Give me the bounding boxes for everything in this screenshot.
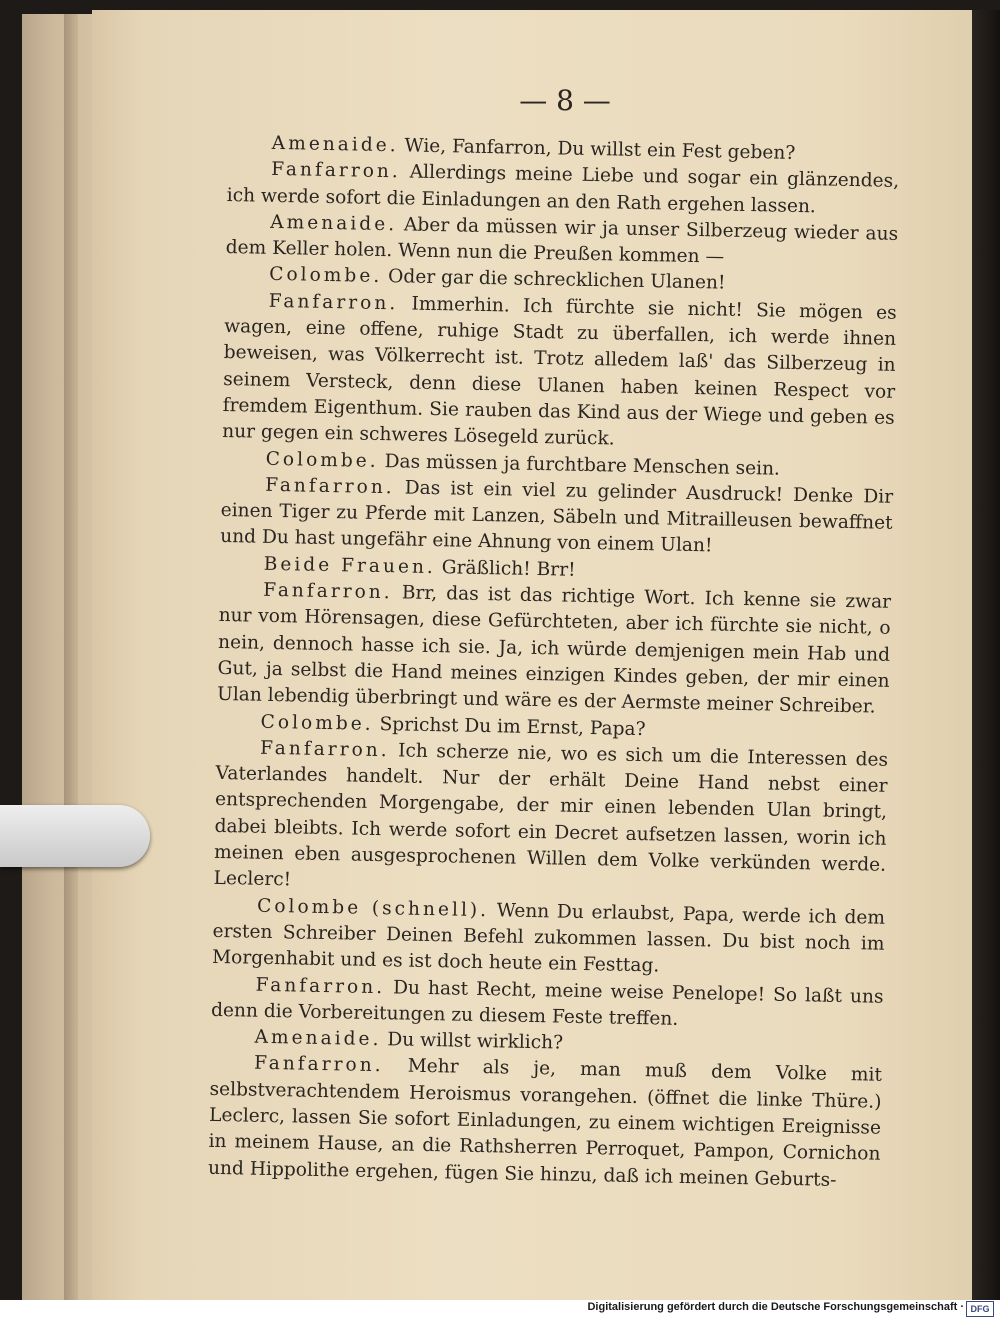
speaker-name: Fanfarron.: [262, 579, 393, 604]
dialogue-paragraph: [222, 288, 897, 459]
digitization-footer: [0, 1300, 1000, 1317]
speaker-name: Colombe.: [260, 711, 374, 735]
speech-text: Das ist ein viel zu gelinder Ausdruck! Denke Dir einen Tiger zu Pferde mit Lanzen, Säbeln und Mitrailleusen bewaffnet und Du hast ungefähr eine Ahnung von einem Ulan!: [219, 477, 894, 557]
speech-text: Allerdings meine Liebe und sogar ein glänzendes, ich werde sofort die Einladungen an den Rath ergehen lassen.: [226, 161, 900, 217]
speech-text: Wie, Fanfarron, Du willst ein Fest geben?: [404, 135, 796, 164]
speaker-name: Fanfarron.: [268, 290, 399, 315]
speech-text: Du willst wirklich?: [387, 1029, 564, 1054]
dialogue-paragraph: [220, 472, 893, 564]
book-cover-fold: [64, 14, 78, 1300]
speaker-name: Amenaide.: [254, 1026, 382, 1051]
speaker-name: Fanfarron.: [253, 1053, 384, 1077]
speaker-name: Beide Frauen.: [263, 553, 437, 578]
dialogue-paragraph: [212, 892, 885, 984]
dialogue-paragraph: [208, 1050, 882, 1194]
speaker-name: Colombe.: [265, 448, 379, 472]
book-cover-edge: [22, 14, 102, 1300]
speaker-name: Fanfarron.: [255, 974, 386, 998]
funding-credit: Digitalisierung gefördert durch die Deutsche Forschungsgemeinschaft ·: [587, 1301, 964, 1313]
speaker-name: Fanfarron.: [259, 737, 390, 762]
speech-text: Ich scherze nie, wo es sich um die Interessen des Vaterlandes handelt. Nur der erhält Deine Hand nebst einer entsprechenden Morgengabe, der mir einen lebenden Ulan bringt, dabei bleibts. Ich werde sofort ein Decret aufsetzen lassen, worin ich meinen eben ausgesprochenen Willen dem Volke verkünden werde. Leclerc!: [213, 740, 889, 891]
speaker-name: Amenaide.: [270, 211, 398, 236]
speech-text: Gräßlich! Brr!: [441, 556, 576, 581]
speech-text: Wenn Du erlaubst, Papa, werde ich dem ersten Schreiber Deinen Befehl zukommen lassen. Du bist noch im Morgenhabit und es ist doch heute ein Festtag.: [211, 899, 886, 977]
book-gutter-shadow: [972, 10, 1000, 1300]
page-text-block: [208, 130, 900, 1195]
speech-text: Aber da müssen wir ja unser Silberzeug wieder aus dem Keller holen. Wenn nun die Preußen kommen —: [225, 214, 899, 268]
dfg-logo-icon: DFG: [966, 1301, 994, 1317]
speech-text: Das müssen ja furchtbare Menschen sein.: [384, 450, 781, 480]
dialogue-paragraph: [217, 577, 891, 721]
page-number: — 8 —: [519, 84, 611, 117]
speech-text: Brr, das ist das richtige Wort. Ich kenne sie zwar nur vom Hörensagen, diese Gefürchteten, aber ich fürchte sie nicht, o nein, dennoch hasse ich sie. Ja, ich würde demjenigen mein Hab und Gut, ja selbst die Hand meines einzigen Kindes geben, der mir einen Ulan lebendig überbringt und wäre es der Aermste meiner Schreiber.: [216, 582, 892, 718]
speech-text: Du hast Recht, meine weise Penelope! So laßt uns denn die Vorbereitungen zu diesem Feste treffen.: [210, 976, 884, 1030]
speaker-name: Amenaide.: [271, 132, 399, 157]
speech-text: Oder gar die schrecklichen Ulanen!: [387, 266, 726, 295]
speaker-name: Colombe (schnell).: [256, 895, 490, 921]
speaker-name: Fanfarron.: [264, 474, 395, 499]
speech-text: Mehr als je, man muß dem Volke mit selbstverachtendem Heroismus vorangehen. (öffnet die linke Thüre.) Leclerc, lassen Sie sofort Einladungen, zu einem wichtigen Ereignisse in meinem Hause, an die Rathsherren Perroquet, Pampon, Cornichon und Hippolithe ergehen, fügen Sie hinzu, daß ich meinen Geburts-: [207, 1056, 883, 1191]
speech-text: Immerhin. Ich fürchte sie nicht! Sie mögen es wagen, eine offene, ruhige Stadt zu überfallen, ich werde ihnen beweisen, was Völkerrecht ist. Trotz alledem laß' das Silberzeug in seinem Versteck, denn diese Ulanen haben keinen Respect vor fremdem Eigenthum. Sie rauben das Kind aus der Wiege und geben es nur gegen ein schweres Lösegeld zurück.: [222, 293, 897, 450]
speech-text: Sprichst Du im Ernst, Papa?: [379, 713, 646, 740]
speaker-name: Fanfarron.: [271, 159, 401, 183]
speaker-name: Colombe.: [269, 264, 383, 288]
bookmark-clip: [0, 805, 150, 867]
dialogue-paragraph: [213, 735, 888, 906]
